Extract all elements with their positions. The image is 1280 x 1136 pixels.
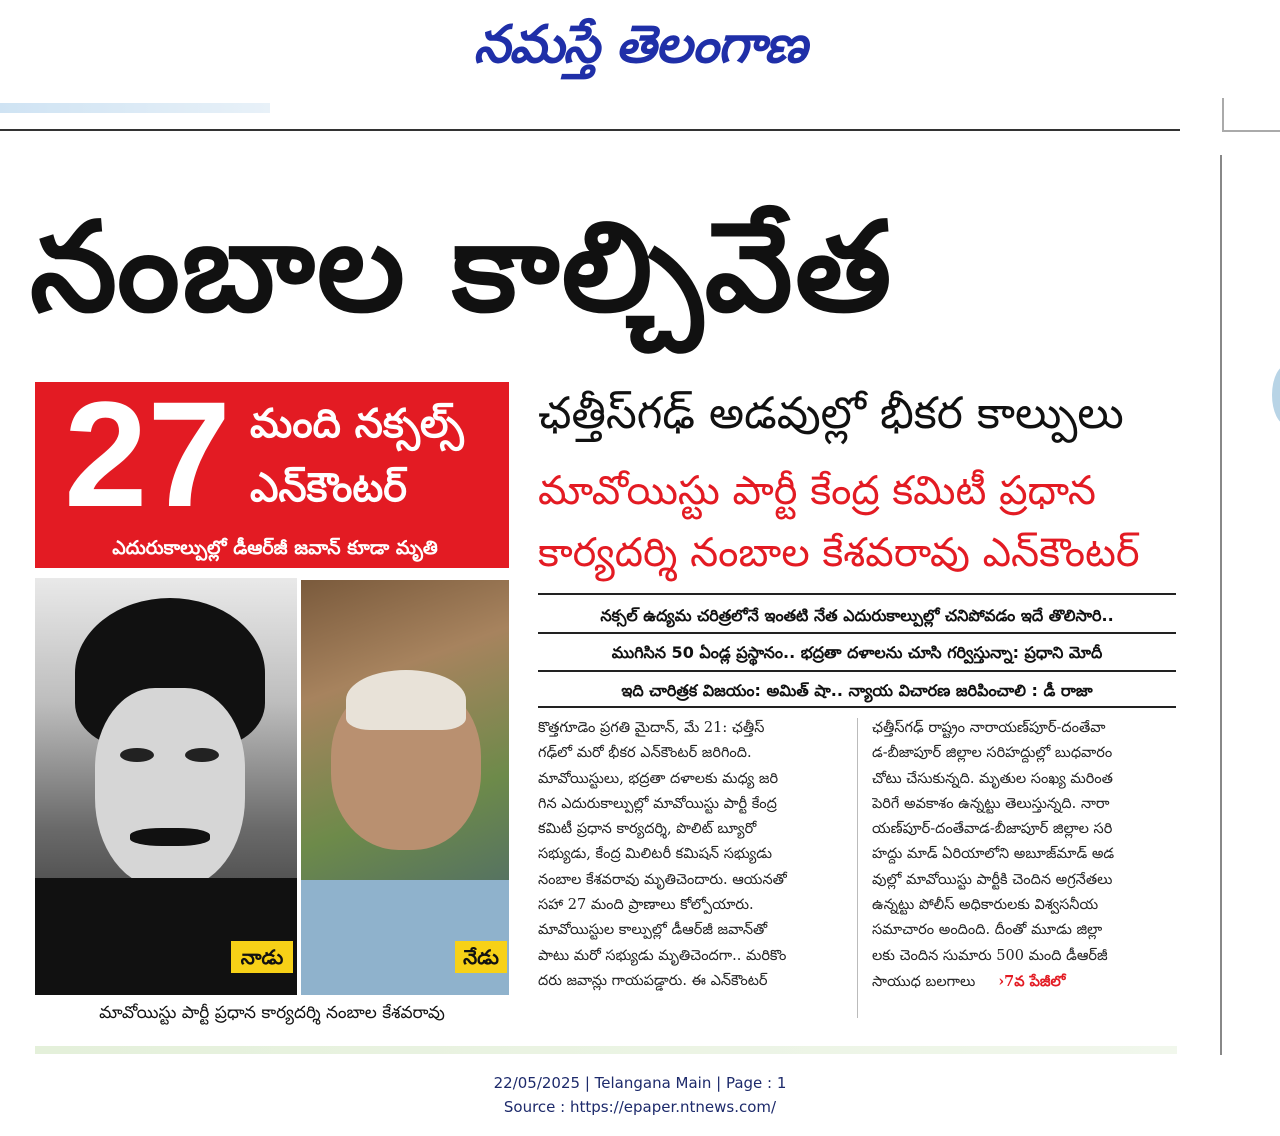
- deck-red-line-1: మావోయిస్టు పార్టీ కేంద్ర కమిటీ ప్రధాన: [538, 468, 1096, 514]
- callout-subline: ఎదురుకాల్పుల్లో డీఆర్‌జీ జవాన్ కూడా మృతి: [112, 537, 438, 559]
- article-line: ఛత్తీస్‌గఢ్ రాష్ట్రం నారాయణ్‌పూర్-దంతేవా: [872, 720, 1106, 736]
- callout-line-2: ఎన్‌కౌంటర్: [250, 465, 407, 511]
- main-headline: నంబాల కాల్చివేత: [30, 196, 894, 340]
- photo-now-label: నేడు: [455, 941, 507, 973]
- article-line: సభ్యుడు, కేంద్ర మిలిటరీ కమిషన్ సభ్యుడు: [538, 846, 772, 863]
- article-line: యణ్‌పూర్-దంతేవాడ-బీజాపూర్ జిల్లాల సరి: [872, 821, 1113, 838]
- right-column-rule: [1222, 130, 1280, 132]
- source-link[interactable]: Source : https://epaper.ntnews.com/: [503, 1098, 777, 1116]
- photo-then-label: నాడు: [231, 941, 293, 973]
- masthead-logo: నమస్తే తెలంగాణ: [473, 15, 807, 75]
- article-line: గఢ్‌లో మరో భీకర ఎన్‌కౌంటర్ జరిగింది.: [538, 745, 752, 762]
- bottom-accent-strip: [35, 1046, 1177, 1054]
- article-last-text: సాయుధ బలగాలు: [872, 973, 976, 990]
- article-line: పెరిగే అవకాశం ఉన్నట్టు తెలుస్తున్నది. నారా: [872, 795, 1110, 812]
- adjacent-article-image: [1272, 365, 1280, 425]
- edition-info: 22/05/2025 | Telangana Main | Page : 1: [493, 1074, 787, 1092]
- column-divider: [857, 718, 858, 1018]
- article-line: హద్దు మాడ్ ఏరియాలోని అబూజ్‌మాడ్ అడ: [872, 846, 1115, 863]
- highlight-rule: [538, 706, 1176, 708]
- article-line: సమాచారం అందింది. దీంతో మూడు జిల్లా: [872, 922, 1103, 939]
- article-line: సహా 27 మంది ప్రాణాలు కోల్పోయారు.: [538, 897, 754, 914]
- article-column-2: [872, 716, 1177, 1026]
- article-line: చోటు చేసుకున్నది. మృతుల సంఖ్య మరింత: [872, 770, 1113, 787]
- article-line-last: [872, 969, 1177, 995]
- article-line: మావోయిస్టులు, భద్రతా దళాలకు మధ్య జరి: [538, 770, 779, 787]
- article-line: లకు చెందిన సుమారు 500 మంది డీఆర్‌జీ: [872, 947, 1108, 964]
- article-line: గిన ఎదురుకాల్పుల్లో మావోయిస్టు పార్టీ కేంద్ర: [538, 795, 777, 812]
- header-accent-bar: [0, 103, 270, 113]
- article-line: కమిటీ ప్రధాన కార్యదర్శి, పొలిట్ బ్యూరో: [538, 821, 757, 838]
- highlight-line: ఇది చారిత్రక విజయం: అమిత్ షా.. న్యాయ విచారణ జరిపించాలి : డీ రాజా: [621, 681, 1093, 700]
- article-column-1: [538, 716, 843, 1026]
- callout-line-1: మంది నక్సల్స్: [250, 401, 464, 447]
- article-line: డ-బీజాపూర్ జిల్లాల సరిహద్దుల్లో బుధవారం: [872, 745, 1113, 762]
- article-line: వుల్లో మావోయిస్టు పార్టీకి చెందిన అగ్రనేతలు: [872, 871, 1113, 888]
- article-line: మావోయిస్టుల కాల్పుల్లో డీఆర్‌జీ జవాన్‌తో: [538, 922, 768, 939]
- highlight-rule: [538, 670, 1176, 672]
- highlight-rule: [538, 632, 1176, 634]
- highlight-line: నక్సల్ ఉద్యమ చరిత్రలోనే ఇంతటి నేత ఎదురుకాల్పుల్లో చనిపోవడం ఇదే తొలిసారి..: [600, 606, 1114, 625]
- deck-headline: ఛత్తీస్‌గఢ్ అడవుల్లో భీకర కాల్పులు: [538, 388, 1124, 439]
- deck-red-line-2: కార్యదర్శి నంబాల కేశవరావు ఎన్‌కౌంటర్: [538, 530, 1140, 576]
- article-line: నంబాల కేశవరావు మృతిచెందారు. ఆయనతో: [538, 871, 787, 888]
- photo-caption: మావోయిస్టు పార్టీ ప్రధాన కార్యదర్శి నంబాల కేశవరావు: [99, 1003, 445, 1023]
- article-line: దరు జవాన్లు గాయపడ్డారు. ఈ ఎన్‌కౌంటర్: [538, 972, 768, 989]
- photo-now-portrait: [301, 580, 509, 995]
- highlight-line: ముగిసిన 50 ఏండ్ల ప్రస్థానం.. భద్రతా దళాలను చూసి గర్విస్తున్నా: ప్రధాని మోదీ: [611, 643, 1103, 662]
- article-line: కొత్తగూడెం ప్రగతి మైదాన్, మే 21: ఛత్తీస్: [538, 720, 765, 736]
- casualty-number: 27: [64, 370, 231, 538]
- article-line: పాటు మరో సభ్యుడు మృతిచెందగా.. మరికొం: [538, 947, 787, 964]
- highlight-rule: [538, 593, 1176, 595]
- right-column-rule: [1222, 98, 1224, 130]
- article-line: ఉన్నట్టు పోలీస్ అధికారులకు విశ్వసనీయ: [872, 897, 1099, 914]
- header-divider: [0, 129, 1180, 131]
- continued-page-link[interactable]: ›7వ పేజీలో: [998, 972, 1066, 990]
- right-column-divider: [1220, 155, 1222, 1055]
- photo-then-portrait: [35, 578, 297, 995]
